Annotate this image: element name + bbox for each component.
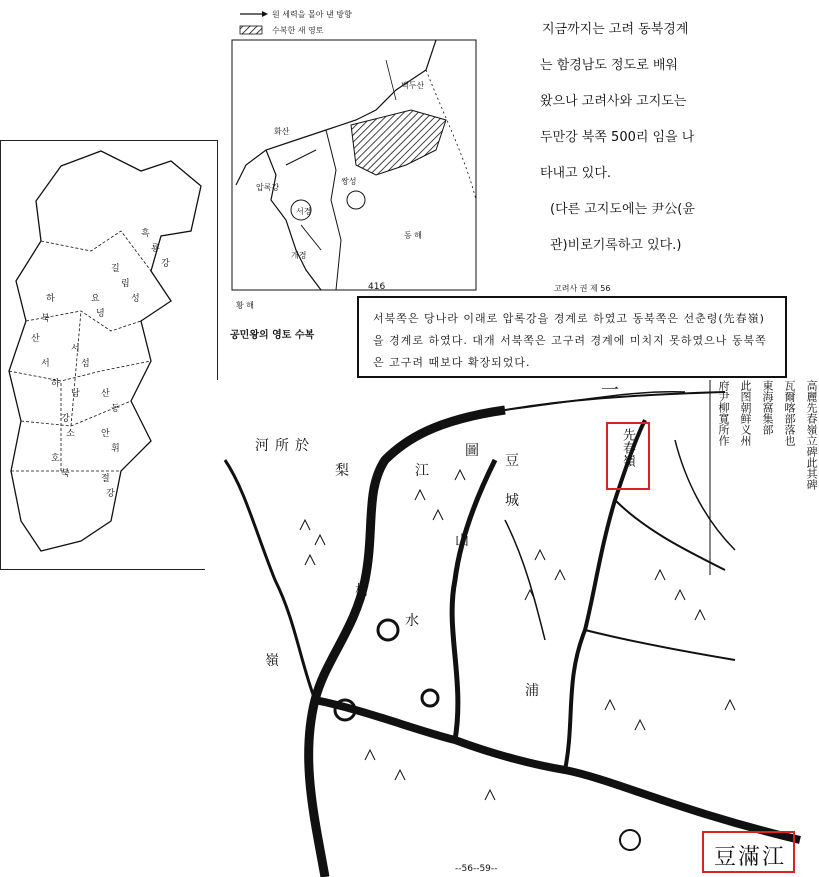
korean-line-4: 두만강 북쪽 500리 임을 나 — [540, 130, 695, 145]
old-map-label-2: 於 — [295, 438, 309, 454]
china-label-12: 섬 — [81, 359, 90, 369]
inset-caption: 공민왕의 영토 수복 — [230, 330, 315, 341]
china-label-20: 안 — [101, 429, 110, 439]
legend-hatch-label: 수복한 새 영토 — [272, 26, 324, 35]
china-label-11: 서 — [71, 344, 80, 354]
korean-line-5: 타내고 있다. — [540, 166, 612, 181]
right-note-3: 東海窩集部 — [761, 380, 774, 435]
right-note-5: 府尹柳寬所作 — [717, 380, 730, 446]
highlight-text-2: 豆滿江 — [714, 845, 787, 870]
inset-label-2: 동 해 — [404, 231, 422, 240]
inset-label-1: 화산 — [274, 127, 290, 136]
china-label-8: 하 — [46, 294, 55, 304]
old-map-right-notes — [715, 380, 819, 570]
korean-line-7: 관)비로기록하고 있다.) — [550, 238, 682, 253]
china-map-outline — [1, 141, 219, 571]
china-label-6: 요 — [91, 294, 100, 304]
old-map-label-5: 圖 — [465, 443, 479, 459]
korean-explanation — [540, 12, 750, 264]
old-map-panel — [205, 380, 818, 877]
china-label-7: 녕 — [96, 309, 105, 319]
old-map-label-12: 浦 — [525, 683, 539, 699]
china-label-17: 동 — [111, 404, 120, 414]
china-label-24: 절 — [101, 474, 110, 484]
caption-box — [357, 296, 787, 378]
korean-line-3: 왔으나 고려사와 고지도는 — [540, 94, 687, 109]
china-label-1: 룡 — [151, 244, 160, 254]
old-map-label-10: 嶺 — [265, 653, 279, 669]
korean-line-6: (다른 고지도에는 尹公(윤 — [550, 202, 695, 217]
china-map-panel — [0, 140, 218, 570]
china-label-2: 강 — [161, 259, 170, 269]
right-note-4: 此图朝鲜义州 — [739, 380, 752, 446]
highlight-box-seonchunnyeong — [606, 422, 650, 490]
old-map-label-4: 江 — [415, 463, 429, 479]
inset-label-7: 압록강 — [256, 183, 280, 192]
old-map-label-3: 梨 — [335, 463, 349, 479]
old-map-label-11: 水 — [405, 613, 419, 629]
inset-label-4: 서경 — [296, 207, 312, 216]
highlight-box-dumangang — [702, 831, 795, 873]
china-label-9: 북 — [41, 314, 50, 324]
caption-text: 서북쪽은 당나라 이래로 압록강을 경계로 하였고 동북쪽은 선춘령(先春嶺)을 경계로 하였다. 대개 서북쪽은 고구려 경계에 미치지 못하였으나 동북쪽은 고구려 때보다 확장되었다. — [373, 312, 767, 369]
inset-page-number: 416 — [368, 282, 386, 292]
china-label-0: 흑 — [141, 229, 150, 239]
inset-label-5: 개경 — [291, 251, 307, 260]
china-label-10: 산 — [31, 334, 40, 344]
china-label-15: 남 — [71, 389, 80, 399]
china-label-4: 림 — [121, 279, 130, 289]
inset-label-0: 백두산 — [401, 81, 425, 90]
china-label-3: 길 — [111, 264, 120, 274]
china-label-13: 서 — [41, 359, 50, 369]
highlight-text-1: 先春嶺 — [620, 428, 635, 467]
old-map-label-8: 山 — [455, 533, 469, 549]
old-map-bottom-numbers: --56--59-- — [455, 864, 498, 874]
right-note-1: 高麗先春嶺立碑此其碑 — [805, 380, 818, 490]
inset-label-6: 쌍성 — [341, 177, 357, 186]
china-label-22: 호 — [51, 454, 60, 464]
china-label-23: 북 — [61, 469, 70, 479]
korean-line-2: 는 함경남도 정도로 배워 — [540, 58, 678, 73]
china-label-25: 강 — [106, 489, 115, 499]
right-note-2: 瓦爾喀部落也 — [783, 380, 796, 446]
old-map-label-7: 城 — [505, 493, 519, 509]
china-label-19: 소 — [66, 429, 75, 439]
china-label-18: 강 — [61, 414, 70, 424]
old-map-label-0: 河 — [255, 438, 269, 454]
china-label-14: 하 — [51, 379, 60, 389]
china-label-16: 산 — [101, 389, 110, 399]
china-label-21: 휘 — [111, 444, 120, 454]
old-map-label-9: 村 — [355, 583, 369, 599]
old-map-top-banner: 一 — [598, 380, 619, 398]
korean-line-1: 지금까지는 고려 동북경계 — [542, 22, 689, 37]
inset-source: 고려사 권 제 56 — [554, 284, 611, 293]
china-label-5: 성 — [131, 294, 140, 304]
inset-label-3: 황 해 — [236, 301, 254, 310]
legend-arrow-label: 원 세력을 몰아 낸 방향 — [272, 10, 352, 19]
old-map-label-1: 所 — [275, 438, 289, 454]
old-map-label-6: 豆 — [505, 453, 519, 469]
